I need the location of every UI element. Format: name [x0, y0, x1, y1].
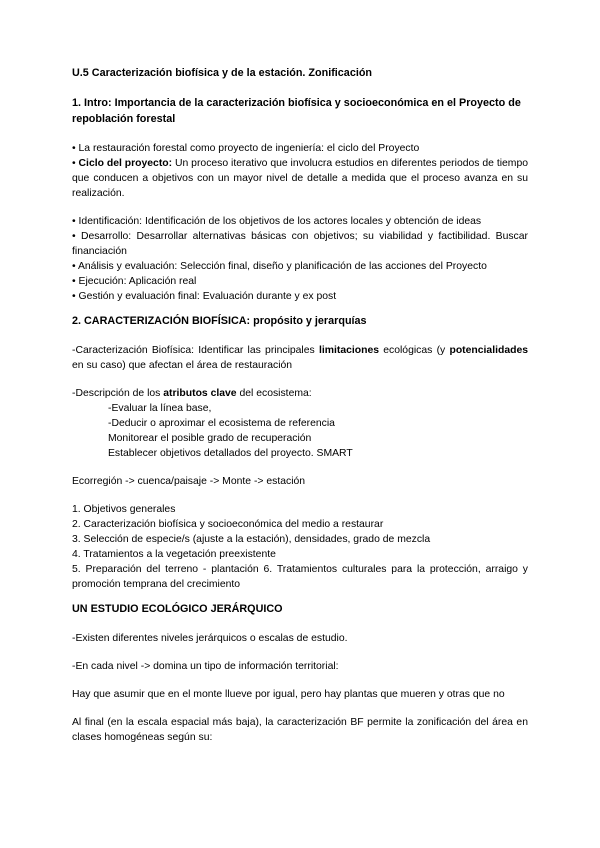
- bullet-mark: •: [72, 158, 79, 169]
- s2-step: 1. Objetivos generales: [72, 504, 176, 515]
- s2-step: 3. Selección de especie/s (ajuste a la estación), densidades, grado de mezcla: [72, 534, 431, 545]
- document-page: [72, 66, 528, 745]
- s1-list-item: • Gestión y evaluación final: Evaluación durante y ex post: [72, 291, 337, 302]
- s1-list-item: • Ejecución: Aplicación real: [72, 276, 197, 287]
- s2-step: 5. Preparación del terreno - plantación 6. Tratamientos culturales para la protección, arraigo y promoción temprana del crecimiento: [72, 564, 528, 590]
- s2-sub-item: -Evaluar la línea base,: [108, 403, 212, 414]
- section-3-heading: UN ESTUDIO ECOLÓGICO JERÁRQUICO: [72, 603, 283, 615]
- potentials-term: potencialidades: [449, 345, 528, 356]
- cycle-definition: Un proceso iterativo que involucra estudios en diferentes periodos de tiempo que conducen a objetivos con un mayor nivel de detalle a medida que el proceso avanza en su realización.: [72, 158, 529, 199]
- s2-step: 4. Tratamientos a la vegetación preexistente: [72, 549, 276, 560]
- limitations-term: limitaciones: [318, 345, 380, 356]
- key-attributes-term: atributos clave: [163, 388, 237, 399]
- page-title: U.5 Caracterización biofísica y de la estación. Zonificación: [72, 67, 373, 79]
- text-run: -Caracterización Biofísica: Identificar las principales: [72, 345, 319, 356]
- s1-list-item: • Desarrollo: Desarrollar alternativas básicas con objetivos; su viabilidad y factibilidad. Buscar financiación: [72, 231, 528, 257]
- s2-paragraph-1: [72, 343, 528, 373]
- s1-bullet-1: • La restauración forestal como proyecto de ingeniería: el ciclo del Proyecto: [72, 143, 420, 154]
- s2-step: 2. Caracterización biofísica y socioeconómica del medio a restaurar: [72, 519, 384, 530]
- text-run: -Descripción de los: [72, 388, 164, 399]
- s3-paragraph-3: Hay que asumir que en el monte llueve por igual, pero hay plantas que mueren y otras que no: [72, 689, 505, 700]
- s2-sub-item: -Deducir o aproximar el ecosistema de referencia: [108, 418, 335, 429]
- s1-list-item: • Identificación: Identificación de los objetivos de los actores locales y obtención de ideas: [72, 216, 482, 227]
- cycle-term: Ciclo del proyecto:: [78, 158, 173, 169]
- s1-bullet-2: [72, 156, 528, 201]
- section-2-heading: 2. CARACTERIZACIÓN BIOFÍSICA: propósito y jerarquías: [72, 315, 367, 327]
- s2-sub-item: Monitorear el posible grado de recuperación: [108, 433, 312, 444]
- text-run: en su caso) que afectan el área de restauración: [72, 360, 293, 371]
- scale-chain: Ecorregión -> cuenca/paisaje -> Monte -> estación: [72, 476, 306, 487]
- s3-paragraph-2: -En cada nivel -> domina un tipo de información territorial:: [72, 661, 339, 672]
- s2-paragraph-2: [72, 386, 528, 401]
- text-run: del ecosistema:: [236, 388, 312, 399]
- s1-list-item: • Análisis y evaluación: Selección final, diseño y planificación de las acciones del Proyecto: [72, 261, 487, 272]
- text-run: ecológicas (y: [379, 345, 450, 356]
- s3-paragraph-1: -Existen diferentes niveles jerárquicos o escalas de estudio.: [72, 633, 348, 644]
- s2-sub-item: Establecer objetivos detallados del proyecto. SMART: [108, 448, 353, 459]
- s3-paragraph-4: Al final (en la escala espacial más baja), la caracterización BF permite la zonificación del área en clases homogéneas según su:: [72, 717, 528, 743]
- section-1-heading: 1. Intro: Importancia de la caracterización biofísica y socioeconómica en el Proyecto de repoblación forestal: [72, 97, 521, 125]
